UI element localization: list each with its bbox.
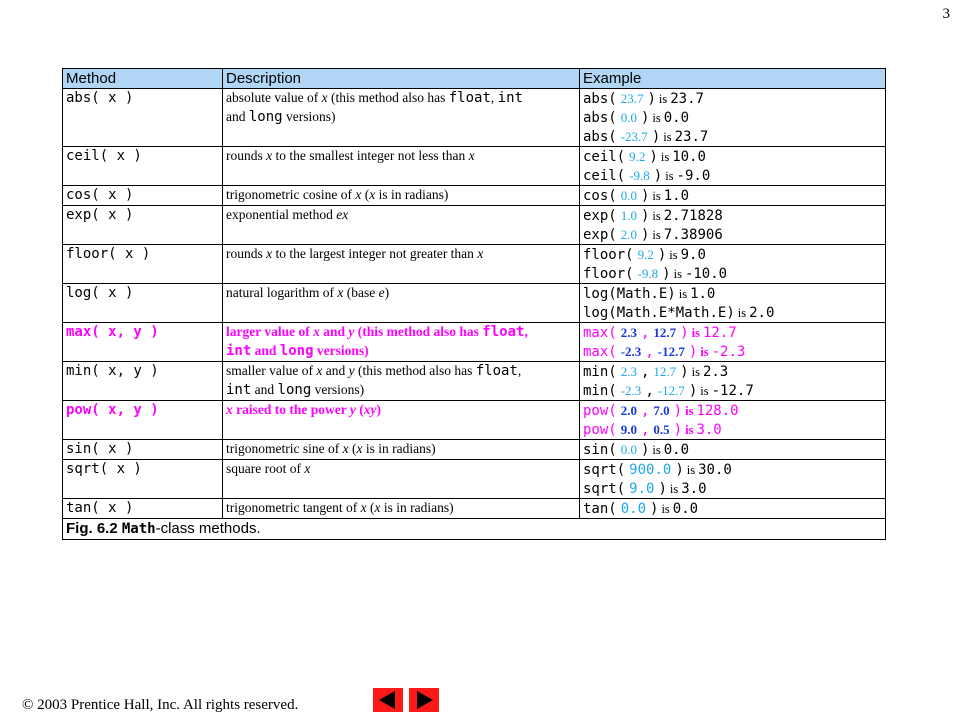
- description-text: int: [497, 90, 523, 106]
- description-text: (: [366, 500, 375, 515]
- description-text: float: [482, 324, 525, 340]
- description-text: x: [355, 187, 362, 202]
- example-code: sqrt(: [583, 462, 626, 478]
- example-is: is: [652, 189, 661, 203]
- example-is: is: [669, 248, 678, 262]
- description-text: x: [356, 441, 363, 456]
- description-text: ex: [336, 207, 349, 222]
- example-arg: 0.5: [653, 422, 670, 437]
- example-line: [583, 420, 882, 439]
- table-row: [63, 460, 886, 499]
- description-line: [226, 401, 576, 419]
- description-text: ): [384, 285, 390, 300]
- example-code: ): [647, 91, 656, 107]
- example-line: [583, 186, 882, 205]
- example-code: ): [675, 462, 684, 478]
- description-text: int: [226, 381, 252, 398]
- example-line: [583, 108, 882, 127]
- example-is: is: [700, 345, 709, 359]
- example-arg: 7.0: [653, 403, 670, 418]
- example-code: exp(: [583, 208, 617, 224]
- example-code: ): [640, 188, 650, 204]
- example-res: 12.7: [702, 325, 737, 341]
- description-text: y: [348, 324, 355, 339]
- method-examples: [580, 206, 886, 245]
- example-arg: 0.0: [620, 501, 647, 517]
- example-code: floor(: [583, 266, 634, 282]
- example-code: Math.E: [616, 286, 668, 302]
- table-row: [63, 401, 886, 440]
- example-code: max(: [583, 325, 617, 341]
- method-examples: [580, 440, 886, 460]
- description-text: x: [477, 246, 484, 261]
- example-is: is: [669, 482, 679, 496]
- example-code: ): [726, 305, 735, 321]
- example-arg: 23.7: [620, 91, 644, 106]
- description-text: versions): [313, 342, 369, 358]
- example-code: ): [651, 129, 661, 145]
- page-number: 3: [942, 6, 950, 22]
- example-arg: 900.0: [629, 462, 672, 478]
- method-description: [223, 147, 580, 186]
- example-line: [583, 401, 882, 420]
- example-is: is: [685, 404, 694, 418]
- description-line: [226, 89, 576, 108]
- example-arg: 2.3: [620, 364, 637, 379]
- example-is: is: [652, 209, 661, 223]
- method-signature: min( x, y ): [63, 362, 223, 401]
- example-arg: -2.3: [620, 383, 642, 398]
- description-text: trigonometric cosine of: [226, 187, 356, 202]
- method-signature: cos( x ): [63, 186, 223, 206]
- example-line: [583, 206, 882, 225]
- description-text: (: [348, 441, 357, 456]
- description-text: ,: [517, 363, 522, 378]
- description-text: natural logarithm of: [226, 285, 338, 300]
- example-res: 30.0: [698, 462, 732, 478]
- example-code: ): [680, 364, 689, 380]
- description-line: [226, 460, 576, 478]
- example-code: floor(: [583, 247, 634, 263]
- example-code: ,: [640, 364, 650, 380]
- description-text: square root of: [226, 461, 305, 476]
- example-res: 2.3: [702, 364, 729, 380]
- example-res: 3.0: [681, 481, 707, 497]
- example-is: is: [652, 228, 661, 242]
- method-description: [223, 323, 580, 362]
- example-is: is: [658, 92, 668, 106]
- method-examples: [580, 186, 886, 206]
- method-examples: [580, 245, 886, 284]
- description-line: [226, 147, 576, 165]
- example-code: cos(: [583, 188, 617, 204]
- example-arg: 1.0: [620, 208, 637, 223]
- description-line: [226, 323, 576, 342]
- example-code: ): [673, 422, 683, 438]
- description-text: and: [226, 108, 249, 124]
- example-arg: 9.2: [629, 149, 646, 164]
- example-arg: 9.0: [620, 422, 637, 437]
- method-signature: pow( x, y ): [63, 401, 223, 440]
- example-line: [583, 362, 882, 381]
- description-line: [226, 342, 576, 361]
- description-text: absolute value of: [226, 90, 322, 105]
- description-text: ,: [490, 90, 498, 105]
- method-signature: ceil( x ): [63, 147, 223, 186]
- example-line: [583, 264, 882, 283]
- example-code: log(: [583, 305, 617, 321]
- caption-row: [63, 519, 886, 540]
- example-code: tan(: [583, 501, 617, 517]
- example-res: 7.38906: [663, 227, 723, 243]
- table-header-row: [63, 69, 886, 89]
- example-code: sin(: [583, 442, 617, 458]
- example-res: 0.0: [663, 110, 690, 126]
- example-line: [583, 245, 882, 264]
- description-text: trigonometric sine of: [226, 441, 343, 456]
- example-code: ): [688, 344, 698, 360]
- example-line: [583, 440, 882, 459]
- description-text: and: [251, 342, 280, 358]
- example-line: [583, 499, 882, 518]
- example-code: ): [688, 383, 698, 399]
- method-examples: [580, 89, 886, 147]
- example-res: 128.0: [696, 403, 739, 419]
- method-examples: [580, 460, 886, 499]
- description-text: versions): [282, 108, 336, 124]
- method-description: [223, 284, 580, 323]
- example-code: ): [653, 168, 663, 184]
- example-res: 10.0: [672, 149, 706, 165]
- description-text: float: [475, 363, 518, 379]
- description-text: x: [369, 187, 376, 202]
- description-text: versions): [311, 381, 365, 397]
- example-arg: 12.7: [653, 325, 677, 340]
- example-is: is: [678, 287, 688, 301]
- example-arg: 0.0: [620, 442, 637, 457]
- example-code: abs(: [583, 110, 617, 126]
- table-row: [63, 147, 886, 186]
- description-line: [226, 245, 576, 263]
- example-res: -9.0: [676, 168, 711, 184]
- method-signature: sqrt( x ): [63, 460, 223, 499]
- method-description: [223, 401, 580, 440]
- description-text: ): [376, 402, 381, 417]
- example-code: min(: [583, 364, 617, 380]
- description-line: [226, 108, 576, 127]
- description-text: smaller value of: [226, 363, 317, 378]
- header-description: Description: [223, 69, 580, 89]
- description-text: rounds: [226, 246, 267, 261]
- method-examples: [580, 284, 886, 323]
- description-text: rounds: [226, 148, 267, 163]
- method-examples: [580, 362, 886, 401]
- example-code: ceil(: [583, 168, 626, 184]
- example-arg: -9.8: [637, 266, 659, 281]
- example-arg: 0.0: [620, 188, 637, 203]
- description-text: (this method also has: [354, 363, 476, 378]
- previous-slide-button[interactable]: [373, 688, 403, 712]
- example-is: is: [652, 443, 661, 457]
- example-res: 9.0: [680, 247, 706, 263]
- description-text: xy: [363, 402, 377, 417]
- table-row: [63, 89, 886, 147]
- table-row: [63, 284, 886, 323]
- example-arg: 0.0: [620, 110, 637, 125]
- example-res: -10.0: [684, 266, 728, 282]
- table-row: [63, 186, 886, 206]
- description-line: [226, 499, 576, 517]
- example-code: Math.E: [675, 305, 727, 321]
- description-line: [226, 206, 576, 224]
- math-methods-table: [62, 68, 886, 540]
- description-text: exponential method: [226, 207, 337, 222]
- table-row: [63, 245, 886, 284]
- method-examples: [580, 499, 886, 519]
- description-text: y: [348, 363, 355, 378]
- example-code: ): [640, 110, 650, 126]
- example-is: is: [673, 267, 682, 281]
- description-text: long: [279, 342, 314, 359]
- example-code: max(: [583, 344, 617, 360]
- example-is: is: [737, 306, 747, 320]
- example-code: ): [640, 227, 650, 243]
- table-row: [63, 206, 886, 245]
- example-code: ,: [640, 325, 650, 341]
- example-line: [583, 147, 882, 166]
- example-code: sqrt(: [583, 481, 626, 497]
- copyright-notice: © 2003 Prentice Hall, Inc. All rights reserved.: [22, 697, 299, 713]
- description-text: x: [313, 324, 320, 339]
- example-line: [583, 303, 882, 322]
- method-signature: floor( x ): [63, 245, 223, 284]
- example-res: 23.7: [674, 129, 709, 145]
- header-example: Example: [580, 69, 886, 89]
- description-text: and: [322, 363, 349, 378]
- method-examples: [580, 323, 886, 362]
- example-arg: 2.3: [620, 325, 637, 340]
- example-code: ): [640, 208, 650, 224]
- description-text: x: [342, 441, 349, 456]
- example-code: ): [662, 266, 671, 282]
- example-res: -12.7: [711, 383, 754, 399]
- description-text: is in radians): [362, 441, 436, 456]
- description-line: [226, 186, 576, 204]
- description-line: [226, 381, 576, 400]
- description-text: y: [349, 402, 356, 417]
- table-row: [63, 323, 886, 362]
- description-text: x: [266, 246, 273, 261]
- method-description: [223, 89, 580, 147]
- example-is: is: [691, 365, 700, 379]
- description-text: (base: [343, 285, 379, 300]
- description-text: x: [266, 148, 273, 163]
- example-is: is: [665, 169, 674, 183]
- example-code: ,: [645, 344, 654, 360]
- example-code: ): [657, 247, 667, 263]
- example-code: ): [650, 501, 659, 517]
- example-is: is: [652, 111, 661, 125]
- example-code: ): [673, 403, 683, 419]
- description-text: larger value of: [226, 324, 314, 339]
- description-text: e: [378, 285, 385, 300]
- example-code: log(: [583, 286, 617, 302]
- method-description: [223, 245, 580, 284]
- method-signature: max( x, y ): [63, 323, 223, 362]
- description-line: [226, 362, 576, 381]
- description-text: to the smallest integer not less than: [272, 148, 469, 163]
- method-description: [223, 499, 580, 519]
- header-method: Method: [63, 69, 223, 89]
- example-line: [583, 284, 882, 303]
- example-code: pow(: [583, 403, 617, 419]
- method-signature: exp( x ): [63, 206, 223, 245]
- example-arg: -12.7: [657, 344, 685, 359]
- method-description: [223, 186, 580, 206]
- example-res: 2.71828: [663, 208, 723, 224]
- description-text: x: [337, 285, 344, 300]
- example-code: ): [649, 149, 658, 165]
- description-text: is in radians): [375, 187, 449, 202]
- method-signature: abs( x ): [63, 89, 223, 147]
- example-arg: 12.7: [653, 364, 677, 379]
- example-arg: 2.0: [620, 227, 637, 242]
- description-text: ,: [524, 324, 528, 339]
- description-text: (this method also has: [327, 90, 449, 105]
- description-text: float: [448, 90, 491, 106]
- example-arg: 9.2: [637, 247, 654, 262]
- example-is: is: [663, 130, 672, 144]
- description-text: long: [277, 381, 312, 398]
- method-description: [223, 362, 580, 401]
- description-text: x: [360, 500, 367, 515]
- caption-text: -class methods.: [155, 520, 261, 537]
- example-res: 0.0: [672, 501, 699, 517]
- method-examples: [580, 147, 886, 186]
- example-res: 2.0: [749, 305, 775, 321]
- example-code: min(: [583, 383, 617, 399]
- example-res: -2.3: [711, 344, 746, 360]
- example-is: is: [700, 384, 709, 398]
- example-arg: -23.7: [620, 129, 648, 144]
- example-code: ,: [640, 403, 650, 419]
- next-slide-button[interactable]: [409, 688, 439, 712]
- example-code: exp(: [583, 227, 617, 243]
- description-text: x: [226, 402, 233, 417]
- example-line: [583, 479, 882, 498]
- method-description: [223, 206, 580, 245]
- description-text: x: [304, 461, 311, 476]
- description-line: [226, 284, 576, 302]
- example-res: 1.0: [690, 286, 716, 302]
- description-text: (: [361, 187, 370, 202]
- example-is: is: [661, 502, 670, 516]
- example-line: [583, 381, 882, 400]
- description-text: int: [226, 342, 252, 359]
- description-text: x: [321, 90, 328, 105]
- example-is: is: [660, 150, 670, 164]
- example-code: ): [680, 325, 689, 341]
- description-text: (this method also has: [354, 324, 483, 339]
- figure-caption: [63, 519, 886, 540]
- example-arg: 9.0: [629, 481, 655, 497]
- method-examples: [580, 401, 886, 440]
- description-text: and: [251, 381, 278, 397]
- example-op: *: [667, 305, 676, 321]
- method-signature: tan( x ): [63, 499, 223, 519]
- example-line: [583, 225, 882, 244]
- example-code: ): [640, 442, 650, 458]
- description-text: x: [468, 148, 475, 163]
- example-line: [583, 460, 882, 479]
- description-text: x: [374, 500, 381, 515]
- example-line: [583, 323, 882, 342]
- right-arrow-icon: [409, 688, 439, 712]
- example-is: is: [685, 423, 694, 437]
- example-code: abs(: [583, 91, 617, 107]
- example-arg: 2.0: [620, 403, 637, 418]
- example-arg: -9.8: [629, 168, 650, 183]
- example-code: ): [667, 286, 676, 302]
- method-signature: sin( x ): [63, 440, 223, 460]
- example-is: is: [691, 326, 700, 340]
- example-res: 0.0: [663, 442, 690, 458]
- example-code: ceil(: [583, 149, 626, 165]
- example-code: ,: [645, 383, 654, 399]
- example-arg: -2.3: [620, 344, 642, 359]
- example-res: 23.7: [670, 91, 704, 107]
- description-text: is in radians): [380, 500, 454, 515]
- example-arg: -12.7: [657, 383, 685, 398]
- table-row: [63, 362, 886, 401]
- example-line: [583, 89, 882, 108]
- description-line: [226, 440, 576, 458]
- description-text: to the largest integer not greater than: [272, 246, 478, 261]
- description-text: long: [248, 108, 283, 125]
- method-description: [223, 440, 580, 460]
- table-row: [63, 440, 886, 460]
- example-line: [583, 342, 882, 361]
- description-text: x: [316, 363, 323, 378]
- example-code: pow(: [583, 422, 617, 438]
- example-code: Math.E: [616, 305, 668, 321]
- description-text: trigonometric tangent of: [226, 500, 361, 515]
- example-code: abs(: [583, 129, 617, 145]
- table-row: [63, 499, 886, 519]
- description-text: and: [319, 324, 349, 339]
- caption-code: Math: [121, 521, 156, 537]
- method-signature: log( x ): [63, 284, 223, 323]
- example-code: ,: [640, 422, 650, 438]
- example-res: 1.0: [663, 188, 690, 204]
- example-is: is: [686, 463, 696, 477]
- caption-label: Fig. 6.2: [66, 520, 118, 537]
- description-text: (: [355, 402, 364, 417]
- left-arrow-icon: [373, 688, 403, 712]
- example-res: 3.0: [696, 422, 722, 438]
- example-line: [583, 166, 882, 185]
- example-code: ): [658, 481, 667, 497]
- example-line: [583, 127, 882, 146]
- method-description: [223, 460, 580, 499]
- description-text: raised to the power: [232, 402, 350, 417]
